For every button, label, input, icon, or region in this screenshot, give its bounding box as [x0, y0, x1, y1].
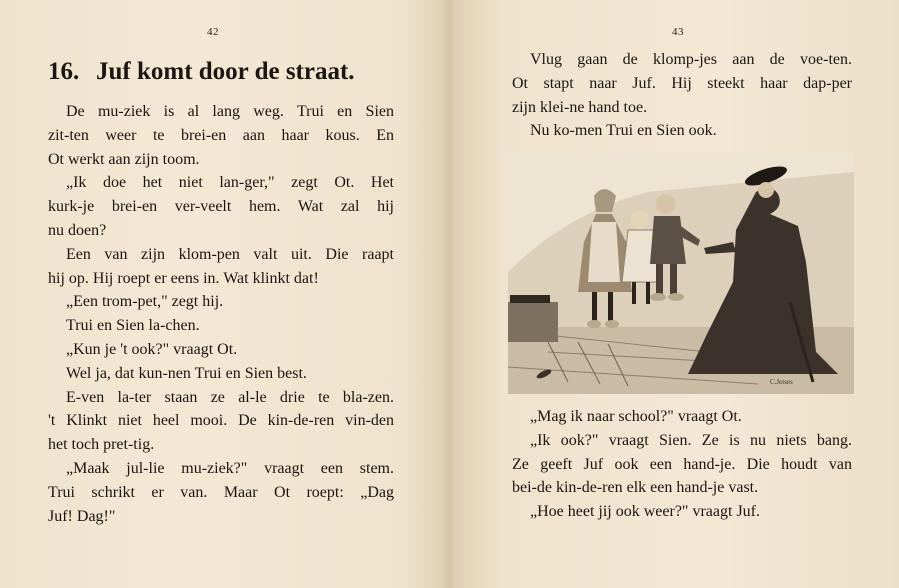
right-page — [450, 0, 899, 588]
text-line: Ot stapt naar Juf. Hij steekt haar dap-per — [512, 74, 852, 92]
chapter-heading — [48, 58, 408, 86]
text-line: „Ik ook?" vraagt Sien. Ze is nu niets bang. — [530, 431, 852, 449]
text-line: bei-de kin-de-ren elk een hand-je vast. — [512, 479, 759, 497]
text-line: Juf! Dag!" — [48, 507, 116, 525]
body-text-bottom — [512, 405, 852, 524]
text-line: Nu ko-men Trui en Sien ook. — [530, 122, 717, 140]
text-line: Ot werkt aan zijn toom. — [48, 150, 200, 168]
illustration — [508, 152, 854, 394]
chapter-title: Juf komt door de straat. — [96, 58, 355, 85]
text-line: Ze geeft Juf ook een hand-je. Die houdt van — [512, 455, 852, 473]
text-line: E-ven la-ter staan ze al-le drie te bla-zen. — [66, 388, 394, 406]
chapter-number: 16. — [48, 58, 80, 85]
illustration-drawing — [508, 152, 854, 394]
text-line: „Kun je 't ook?" vraagt Ot. — [66, 340, 238, 358]
page-number: 42 — [207, 26, 219, 38]
text-line: zit-ten weer te brei-en aan haar kous. En — [48, 126, 394, 144]
text-line: het toch pret-tig. — [48, 436, 155, 454]
text-line: 't Klinkt niet heel mooi. De kin-de-ren vin-den — [48, 412, 394, 430]
text-line: zijn klei-ne hand toe. — [512, 98, 648, 116]
body-text-top — [512, 48, 852, 143]
text-line: Vlug gaan de klomp-jes aan de voe-ten. — [530, 51, 852, 68]
text-line: Wel ja, dat kun-nen Trui en Sien best. — [66, 364, 307, 382]
illustrator-signature: C.Jetses — [770, 378, 793, 386]
text-line: hij op. Hij roept er eens in. Wat klinkt dat! — [48, 269, 319, 287]
text-line: nu doen? — [48, 221, 107, 239]
text-line: „Een trom-pet," zegt hij. — [66, 293, 224, 311]
text-line: „Hoe heet jij ook weer?" vraagt Juf. — [530, 503, 760, 521]
text-line: kurk-je brei-en ver-veelt hem. Wat zal hij — [48, 198, 394, 216]
text-line: „Ik doe het niet lan-ger," zegt Ot. Het — [66, 174, 394, 192]
text-line: Trui en Sien la-chen. — [66, 317, 200, 335]
text-line: De mu-ziek is al lang weg. Trui en Sien — [66, 103, 394, 120]
text-line: Een van zijn klom-pen valt uit. Die raapt — [66, 245, 394, 263]
text-line: „Mag ik naar school?" vraagt Ot. — [530, 408, 742, 425]
left-page — [0, 0, 449, 588]
text-line: „Maak jul-lie mu-ziek?" vraagt een stem. — [66, 459, 394, 477]
page-number: 43 — [672, 26, 684, 38]
text-line: Trui schrikt er van. Maar Ot roept: „Dag — [48, 483, 394, 501]
body-text — [48, 100, 394, 528]
